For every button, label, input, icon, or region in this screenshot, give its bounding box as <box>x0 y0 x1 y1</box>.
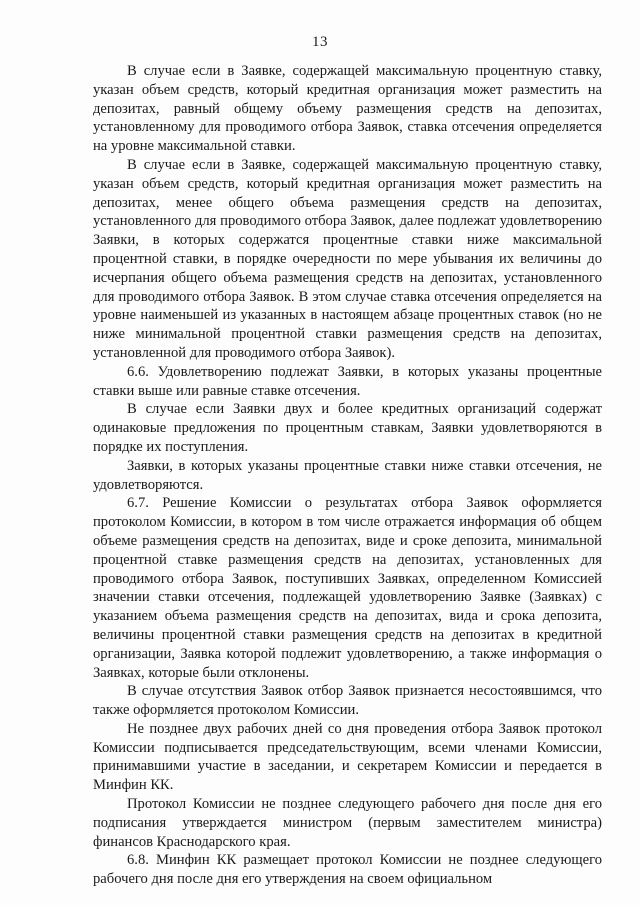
paragraph-protocol-signing: Не позднее двух рабочих дней со дня проведения отбора Заявок протокол Комиссии подписывается председательствующим, всеми членами Комиссии, принимавшими участие в заседании, и секретарем Комиссии и передается в Минфин КК. <box>93 720 602 794</box>
page-number: 13 <box>312 34 328 50</box>
paragraph-below-cutoff: Заявки, в которых указаны процентные ставки ниже ставки отсечения, не удовлетворяются. <box>93 457 602 493</box>
paragraph-protocol-approval: Протокол Комиссии не позднее следующего рабочего дня после дня его подписания утверждается министром (первым заместителем министра) финансов Краснодарского края. <box>93 796 602 850</box>
document-body <box>93 62 602 889</box>
paragraph-no-applications: В случае отсутствия Заявок отбор Заявок признается несостоявшимся, что также оформляется протоколом Комиссии. <box>93 683 602 719</box>
paragraph-6-8: 6.8. Минфин КК размещает протокол Комиссии не позднее следующего рабочего дня после дня его утверждения на своем официальном <box>93 852 602 888</box>
paragraph-cutoff-lower-rates: В случае если в Заявке, содержащей максимальную процентную ставку, указан объем средств, который кредитная организация может разместить на депозитах, менее общего объема размещения средств на депозитах, установленного для проводимого отбора Заявок, далее подлежат удовлетворению Заявки, в которых содержатся процентные ставки ниже максимальной процентной ставки, в порядке очередности по мере убывания их величины до исчерпания общего объема размещения средств на депозитах, установленного для проводимого отбора Заявок. В этом случае ставка отсечения определяется на уровне наименьшей из указанных в настоящем абзаце процентных ставок (но не ниже минимальной процентной ставки размещения средств на депозитах, установленной для проводимого отбора Заявок). <box>93 156 602 361</box>
paragraph-cutoff-max-rate: В случае если в Заявке, содержащей максимальную процентную ставку, указан объем средств, который кредитная организация может разместить на депозитах, равный общему объему размещения средств на депозитах, установленному для проводимого отбора Заявок, ставка отсечения определяется на уровне максимальной ставки. <box>93 63 602 155</box>
paragraph-equal-offers: В случае если Заявки двух и более кредитных организаций содержат одинаковые предложения по процентным ставкам, Заявки удовлетворяются в порядке их поступления. <box>93 401 602 455</box>
paragraph-6-7: 6.7. Решение Комиссии о результатах отбора Заявок оформляется протоколом Комиссии, в котором в том числе отражается информация об общем объеме размещения средств на депозитах, виде и сроке депозита, минимальной процентной ставке размещения средств на депозитах, установленных для проводимого отбора Заявок, поступивших Заявках, определенном Комиссией значении ставки отсечения, подлежащей удовлетворению Заявке (Заявках) с указанием объема размещения средств на депозитах, вида и срока депозита, величины процентной ставки размещения средств на депозитах в кредитной организации, Заявка которой подлежит удовлетворению, а также информация о Заявках, которые были отклонены. <box>93 495 602 681</box>
paragraph-6-6: 6.6. Удовлетворению подлежат Заявки, в которых указаны процентные ставки выше или равные ставке отсечения. <box>93 363 602 399</box>
